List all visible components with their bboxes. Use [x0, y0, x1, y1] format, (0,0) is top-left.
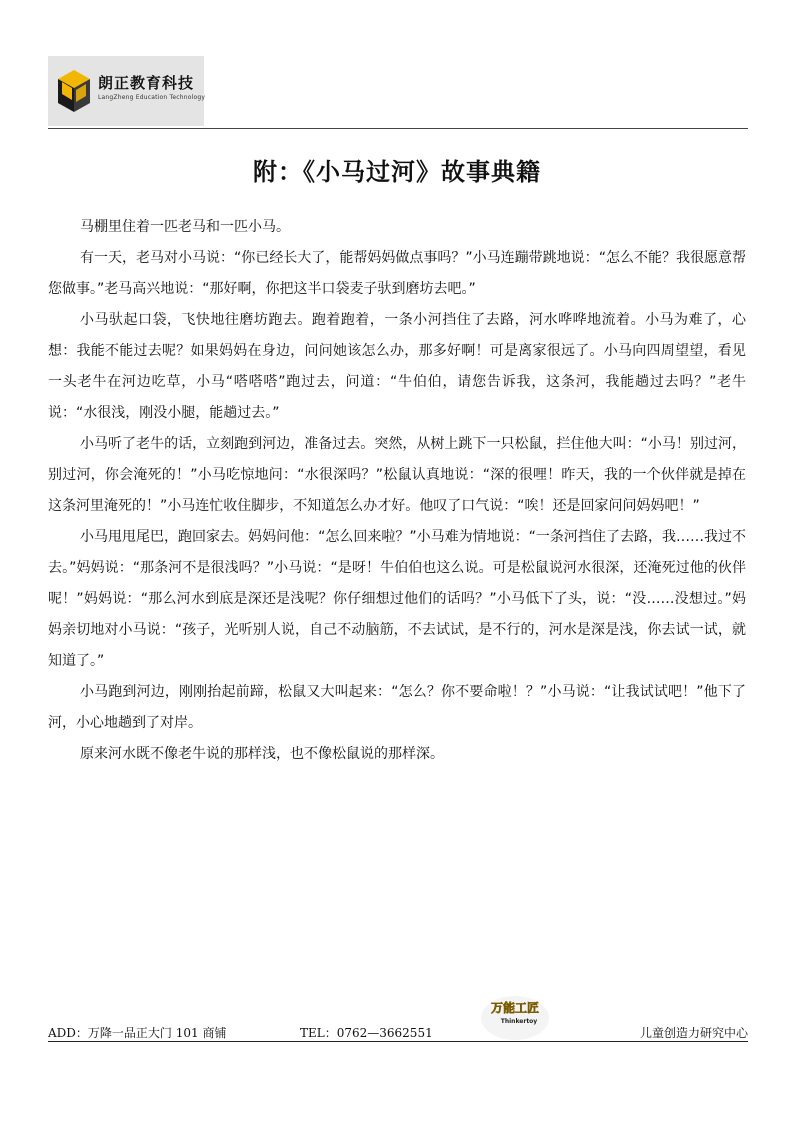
footer-divider [48, 1041, 748, 1042]
header-divider [48, 128, 748, 129]
stamp-brand-en: Thinkertoy [500, 1018, 538, 1025]
footer-address: ADD：万降一品正大门 101 商铺 [48, 1026, 227, 1040]
story-paragraph: 有一天，老马对小马说：“你已经长大了，能帮妈妈做点事吗？”小马连蹦带跳地说：“怎么不能？我很愿意帮您做事。”老马高兴地说：“那好啊，你把这半口袋麦子驮到磨坊去吧。” [48, 250, 746, 297]
footer-phone: TEL：0762—3662551 [300, 1026, 433, 1040]
footer-center-name: 儿童创造力研究中心 [639, 1026, 748, 1040]
story-body [48, 212, 746, 770]
cube-logo-icon [56, 68, 92, 114]
logo-company-subtitle: LangZheng Education Technology [98, 94, 206, 101]
story-paragraph: 小马听了老牛的话，立刻跑到河边，准备过去。突然，从树上跳下一只松鼠，拦住他大叫：“小马！别过河，别过河，你会淹死的！”小马吃惊地问：“水很深吗？”松鼠认真地说：“深的很哩！昨天，我的一个伙伴就是掉在这条河里淹死的！”小马连忙收住脚步，不知道怎么办才好。他叹了口气说：“唉！还是回家问问妈妈吧！” [48, 436, 746, 514]
story-paragraph: 小马驮起口袋，飞快地往磨坊跑去。跑着跑着，一条小河挡住了去路，河水哗哗地流着。小马为难了，心想：我能不能过去呢？如果妈妈在身边，问问她该怎么办，那多好啊！可是离家很远了。小马向四周望望，看见一头老牛在河边吃草，小马“嗒嗒嗒”跑过去，问道：“牛伯伯，请您告诉我，这条河，我能趟过去吗？”老牛说：“水很浅，刚没小腿，能趟过去。” [48, 312, 746, 421]
story-paragraph: 马棚里住着一匹老马和一匹小马。 [80, 219, 290, 235]
company-logo [48, 56, 204, 126]
stamp-brand-text: 万能工匠 [490, 1001, 540, 1015]
story-paragraph: 原来河水既不像老牛说的那样浅，也不像松鼠说的那样深。 [80, 746, 444, 762]
page-title: 附：《小马过河》故事典籍 [253, 157, 541, 186]
logo-company-name: 朗正教育科技 [98, 74, 195, 92]
story-paragraph: 小马跑到河边，刚刚抬起前蹄，松鼠又大叫起来：“怎么？你不要命啦！？”小马说：“让我试试吧！”他下了河，小心地趟到了对岸。 [48, 684, 746, 731]
page-footer [48, 1024, 748, 1042]
story-paragraph: 小马甩甩尾巴，跑回家去。妈妈问他：“怎么回来啦？”小马难为情地说：“一条河挡住了去路，我……我过不去。”妈妈说：“那条河不是很浅吗？”小马说：“是呀！牛伯伯也这么说。可是松鼠说河水很深，还淹死过他的伙伴呢！”妈妈说：“那么河水到底是深还是浅呢？你仔细想过他们的话吗？”小马低下了头，说：“没……没想过。”妈妈亲切地对小马说：“孩子，光听别人说，自己不动脑筋，不去试试，是不行的，河水是深是浅，你去试一试，就知道了。” [48, 529, 746, 669]
